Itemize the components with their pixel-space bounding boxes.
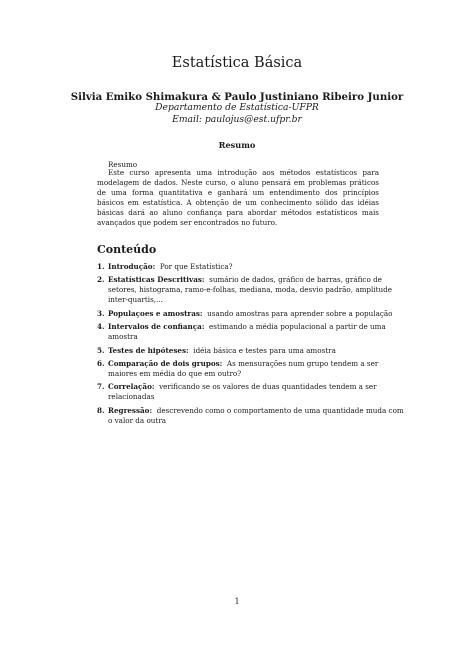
author-names: Silvia Emiko Shimakura & Paulo Justiniano Ribeiro Junior [70,91,404,103]
page-number: 1 [234,597,240,606]
item-number: 4. [97,322,105,332]
item-number: 1. [97,262,105,271]
item-number: 3. [97,308,105,318]
department: Departamento de Estatística-UFPR [155,102,319,113]
document-title: Estatística Básica [171,55,303,71]
contents-item [97,309,407,319]
abstract-label: Resumo [108,160,138,169]
item-title: Comparação de dois grupos: [108,358,223,368]
item-description: verificando se os valores de duas quantidades tendem a ser relacionadas [108,382,377,402]
item-title: Testes de hipóteses: [108,345,189,355]
item-title: Introdução: [108,262,156,271]
abstract-heading: Resumo [218,140,256,150]
item-number: 5. [97,345,105,355]
abstract-text: Este curso apresenta uma introdução aos métodos estatísticos para modelagem de dados. Neste curso, o aluno pensará em problemas práticos de uma forma quantitativa e ganhará um entendimento dos princípios básicos em estatística. A obtenção de um conhecimento sólido das idéias básicas dará ao aluno confiança para abordar métodos estatísticos mais avançados que podem ser encontrados no futuro. [97,168,379,227]
contents-heading: Conteúdo [97,243,157,256]
item-title: Correlação: [108,382,155,392]
item-number: 6. [97,358,105,368]
item-title: Estatísticas Descritivas: [108,275,205,285]
contents-list [97,262,407,429]
contents-item [97,382,407,402]
item-title: Populaçoes e amostras: [108,308,203,318]
contents-item [97,322,407,342]
item-number: 8. [97,405,105,415]
item-description: descrevendo como o comportamento de uma quantidade muda com o valor da outra [108,405,404,425]
item-description: usando amostras para aprender sobre a população [207,308,393,318]
item-title: Intervalos de confiança: [108,322,205,332]
item-number: 2. [97,275,105,285]
contents-item [97,406,407,426]
item-description: estimando a média populacional a partir de uma amostra [108,322,386,342]
item-description: idéia básica e testes para uma amostra [193,345,336,355]
item-number: 7. [97,382,105,392]
item-description: sumário de dados, gráfico de barras, gráfico de setores, histograma, ramo-e-folhas, mediana, moda, desvio padrão, amplitude inter-quartis,... [108,275,392,305]
contents-item [97,262,407,272]
contents-item [97,346,407,356]
item-title: Regressão: [108,405,153,415]
contents-item [97,359,407,379]
contents-item [97,275,407,305]
item-description: As mensurações num grupo tendem a ser maiores em média do que em outro? [108,358,379,378]
author-email: Email: paulojus@est.ufpr.br [172,114,302,125]
item-description: Por que Estatística? [159,262,233,271]
